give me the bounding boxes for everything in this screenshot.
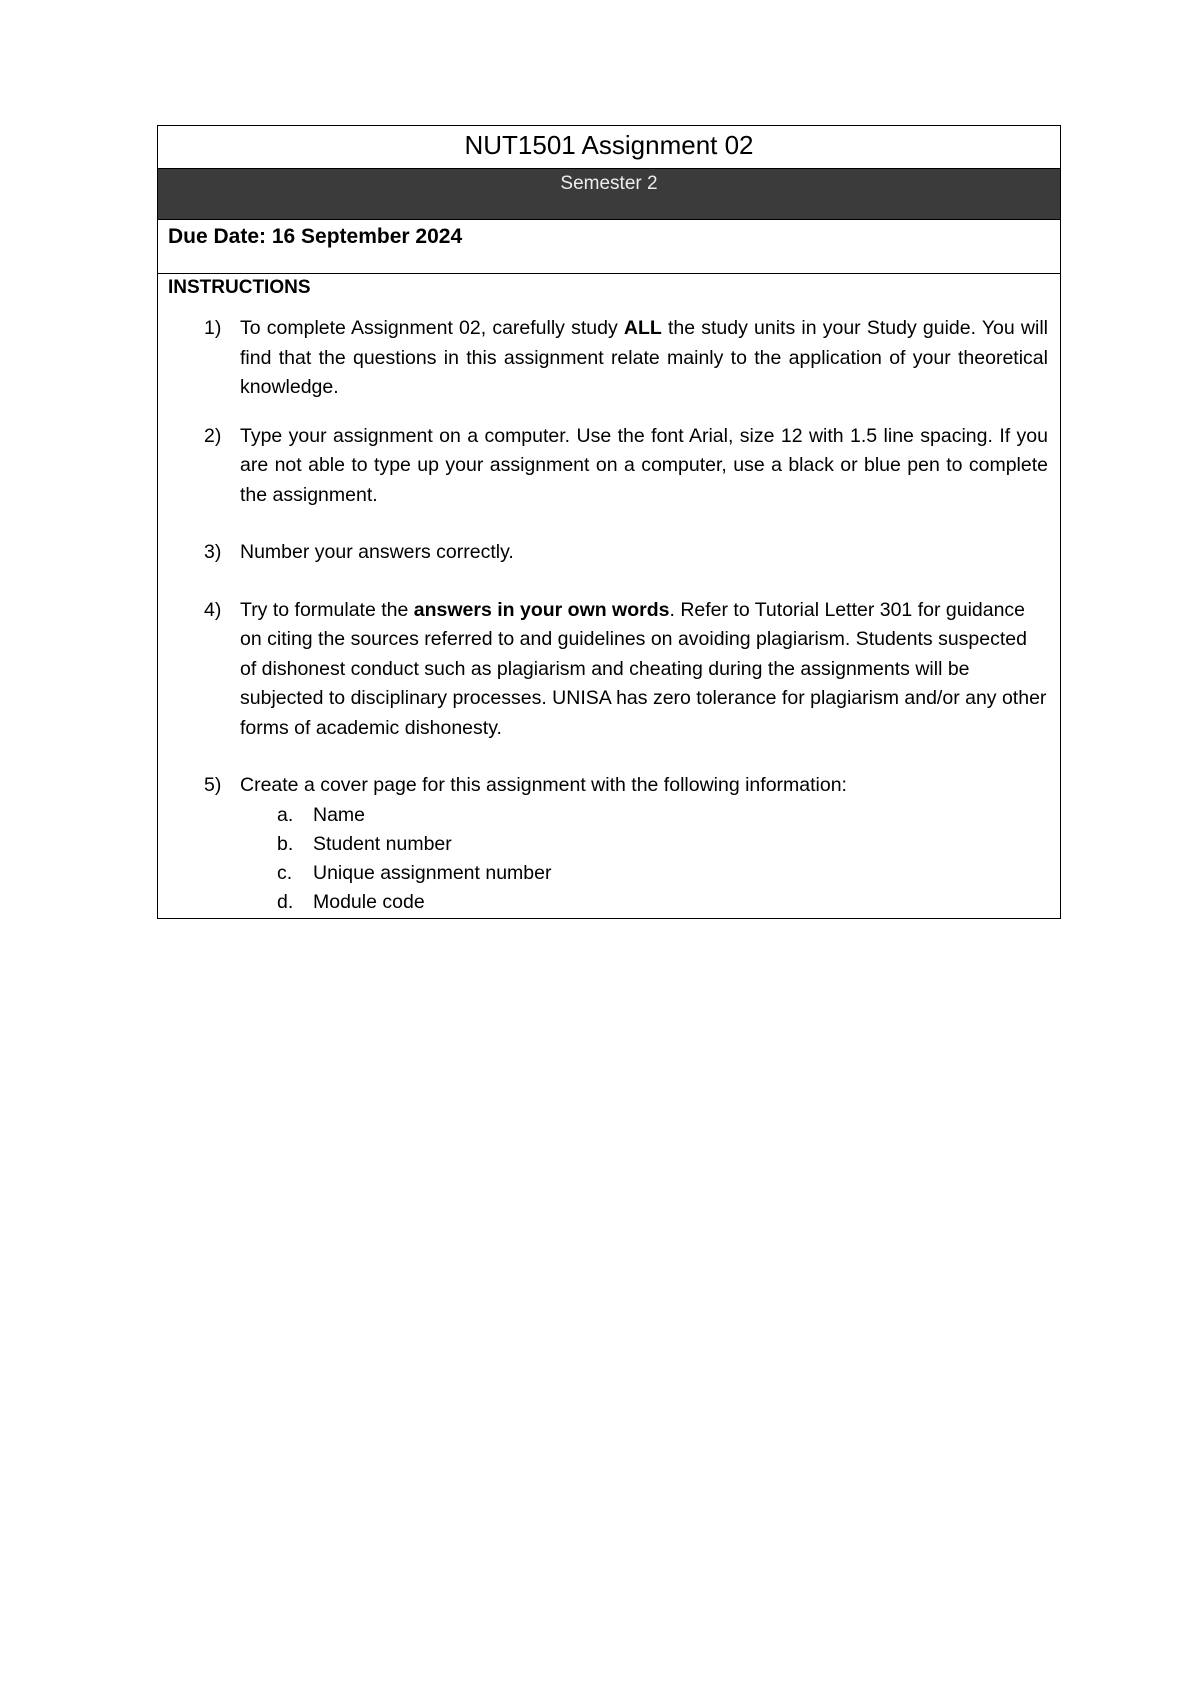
cover-page-info-list: [240, 801, 1048, 918]
instruction-number: 5): [204, 774, 222, 796]
sub-item-letter: d.: [277, 891, 294, 914]
sub-item-text: Name: [313, 803, 366, 826]
list-item: [240, 801, 1048, 830]
instruction-text: To complete Assignment 02, carefully study: [240, 317, 624, 339]
instructions-list: [168, 314, 1048, 918]
instruction-text: . Refer to Tutorial Letter 301 for guidance on citing the sources referred to and guidelines on avoiding plagiarism. Students suspected of dishonest conduct such as plagiarism and cheating during the assignments will be subjected to disciplinary processes. UNISA has zero tolerance for plagiarism and/or any other forms of academic dishonesty.: [240, 598, 1047, 739]
document-title: NUT1501 Assignment 02: [158, 126, 1060, 169]
instruction-item-3: [168, 538, 1048, 568]
instruction-item-2: [168, 422, 1048, 511]
instruction-number: 1): [204, 317, 222, 339]
instruction-text: Number your answers correctly.: [240, 541, 514, 563]
list-item: [240, 830, 1048, 859]
instruction-emphasis: answers in your own words: [413, 598, 670, 621]
sub-item-letter: a.: [277, 803, 294, 826]
semester-banner: Semester 2: [158, 169, 1060, 220]
instruction-item-4: [168, 596, 1048, 744]
instruction-text: Create a cover page for this assignment with the following information:: [240, 774, 847, 796]
assignment-box: [157, 125, 1061, 919]
instruction-number: 2): [204, 424, 222, 447]
instruction-text: Type your assignment on a computer. Use the font Arial, size 12 with 1.5 line spacing. If you are not able to type up your assignment on a computer, use a black or blue pen to complete the assignment.: [240, 424, 1048, 506]
instruction-number: 3): [204, 541, 222, 563]
instruction-emphasis: ALL: [623, 317, 662, 339]
instruction-text: Try to formulate the: [240, 598, 414, 621]
list-item: [240, 859, 1048, 888]
sub-item-letter: c.: [277, 862, 293, 885]
due-date: Due Date: 16 September 2024: [158, 220, 1060, 274]
sub-item-text: Module code: [313, 891, 425, 914]
instruction-item-1: [168, 314, 1048, 403]
sub-item-text: Unique assignment number: [313, 862, 552, 885]
sub-item-text: Student number: [313, 832, 452, 855]
instruction-item-5: [168, 771, 1048, 918]
instruction-number: 4): [204, 598, 222, 621]
sub-item-letter: b.: [277, 832, 294, 855]
instruction-text: the study units in your Study guide. You will find that the questions in this assignment relate mainly to the application of your theoretical knowledge.: [240, 317, 1048, 398]
instructions-heading: INSTRUCTIONS: [168, 277, 311, 298]
list-item: [240, 888, 1048, 917]
instructions-section: [158, 274, 1060, 918]
